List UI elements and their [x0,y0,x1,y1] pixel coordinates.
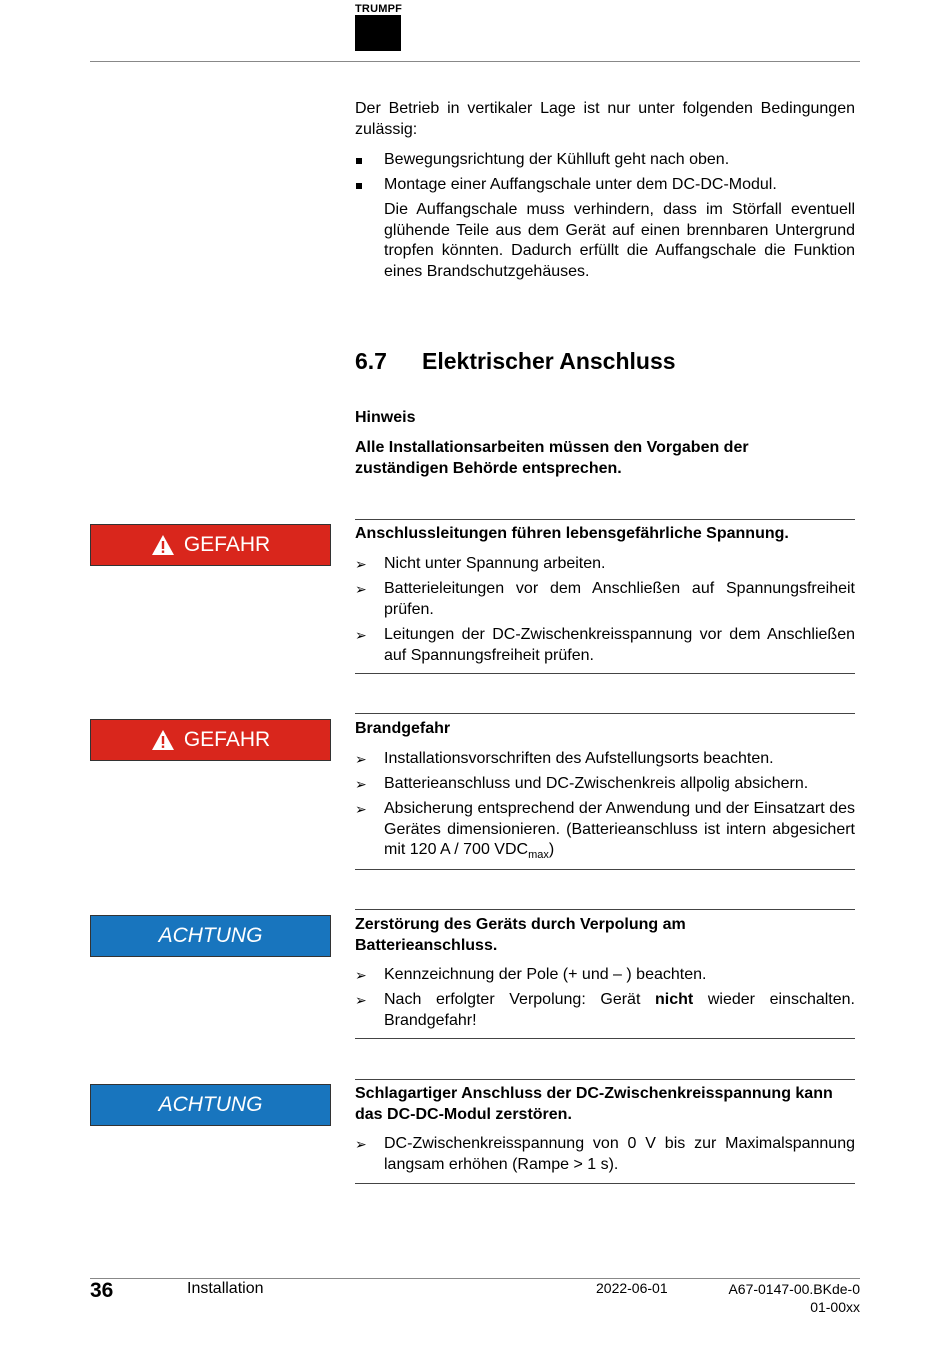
signal-word: GEFAHR [183,533,271,556]
warning-triangle-icon [151,729,175,751]
footer-document-id [700,1280,860,1316]
warning-title: Brandgefahr [355,720,451,737]
warning-top-rule [355,1079,855,1080]
list-item-text: Leitungen der DC-Zwischenkreisspannung vor dem Anschließen auf Spannungsfreiheit prüfen. [384,626,855,664]
section-heading [355,348,676,375]
footer-date: 2022-06-01 [596,1280,668,1296]
intro-paragraph: Der Betrieb in vertikaler Lage ist nur unter folgenden Bedingungen zulässig: [355,100,855,138]
danger-signal-box [90,719,331,761]
arrowhead-icon: ➢ [355,556,367,572]
section-number: 6.7 [355,348,387,374]
list-item-text: DC-Zwischenkreisspannung von 0 V bis zur Maximalspannung langsam erhöhen (Rampe > 1 s). [384,1135,855,1173]
arrowhead-icon: ➢ [355,967,367,983]
arrowhead-icon: ➢ [355,992,367,1008]
list-item-text: Installationsvorschriften des Aufstellungsorts beachten. [384,750,774,767]
list-item-text: Montage einer Auffangschale unter dem DC-DC-Modul. [384,176,777,193]
warning-top-rule [355,519,855,520]
section-title: Elektrischer Anschluss [422,348,676,374]
list-item-text [384,990,855,1031]
arrowhead-icon: ➢ [355,627,367,643]
warning-top-rule [355,713,855,714]
signal-word: ACHTUNG [158,1093,263,1116]
emphasis: nicht [655,991,694,1008]
document-id-line-1: A67-0147-00.BKde-0 [728,1281,860,1297]
list-item-text: Batterieleitungen vor dem Anschließen auf Spannungsfreiheit prüfen. [384,580,855,618]
list-item-text-rest: wieder einschalten. Brandgefahr! [384,991,855,1029]
warning-title: Anschlussleitungen führen lebensgefährliche Spannung. [355,525,789,542]
list-item-text-main: Absicherung entsprechend der Anwendung und der Einsatzart des Gerätes dimensionieren. (Batterieanschluss ist intern abgesichert mit 120 A / 700 VDC [384,800,855,858]
list-item-text: Batterieanschluss und DC-Zwischenkreis allpolig absichern. [384,775,809,792]
warning-title: Schlagartiger Anschluss der DC-Zwischenkreisspannung kann das DC-DC-Modul zerstören. [355,1085,833,1123]
hint-label: Hinweis [355,409,416,426]
danger-signal-box [90,524,331,566]
header-divider [90,61,860,62]
square-bullet-icon [355,175,375,196]
warning-title: Zerstörung des Geräts durch Verpolung am Batterieanschluss. [355,916,686,954]
footer-chapter: Installation [187,1280,264,1297]
list-item-text-main: Nach erfolgter Verpolung: Gerät [384,991,656,1008]
document-id-line-2: 01-00xx [810,1299,860,1315]
arrowhead-icon: ➢ [355,581,367,597]
arrowhead-icon: ➢ [355,751,367,767]
hint-text: Alle Installationsarbeiten müssen den Vorgaben der zuständigen Behörde entsprechen. [355,439,749,477]
intro-note: Die Auffangschale muss verhindern, dass im Störfall eventuell glühende Teile aus dem Gerät auf einen brennbaren Untergrund tropfen könnten. Dadurch erfüllt die Auffangschale die Funktion eines Brandschutzgehäuses. [384,201,855,280]
list-item-text: Nicht unter Spannung arbeiten. [384,555,606,572]
signal-word: ACHTUNG [158,924,263,947]
signal-word: GEFAHR [183,728,271,751]
warning-bottom-rule [355,869,855,870]
logo-text: TRUMPF [355,3,403,15]
logo-block [355,15,401,51]
arrowhead-icon: ➢ [355,1136,367,1152]
arrowhead-icon: ➢ [355,776,367,792]
caution-signal-box [90,915,331,957]
closing-paren: ) [548,841,555,858]
arrowhead-icon: ➢ [355,801,367,817]
page-number: 36 [90,1279,114,1302]
caution-signal-box [90,1084,331,1126]
list-item-text [384,799,855,866]
warning-bottom-rule [355,1038,855,1039]
subscript: max [528,849,549,862]
list-item-text: Bewegungsrichtung der Kühlluft geht nach oben. [384,151,730,168]
list-item-text: Kennzeichnung der Pole (+ und – ) beachten. [384,966,707,983]
footer-divider [90,1278,860,1279]
warning-top-rule [355,909,855,910]
warning-bottom-rule [355,1183,855,1184]
warning-bottom-rule [355,673,855,674]
square-bullet-icon [355,150,375,171]
warning-triangle-icon [151,534,175,556]
